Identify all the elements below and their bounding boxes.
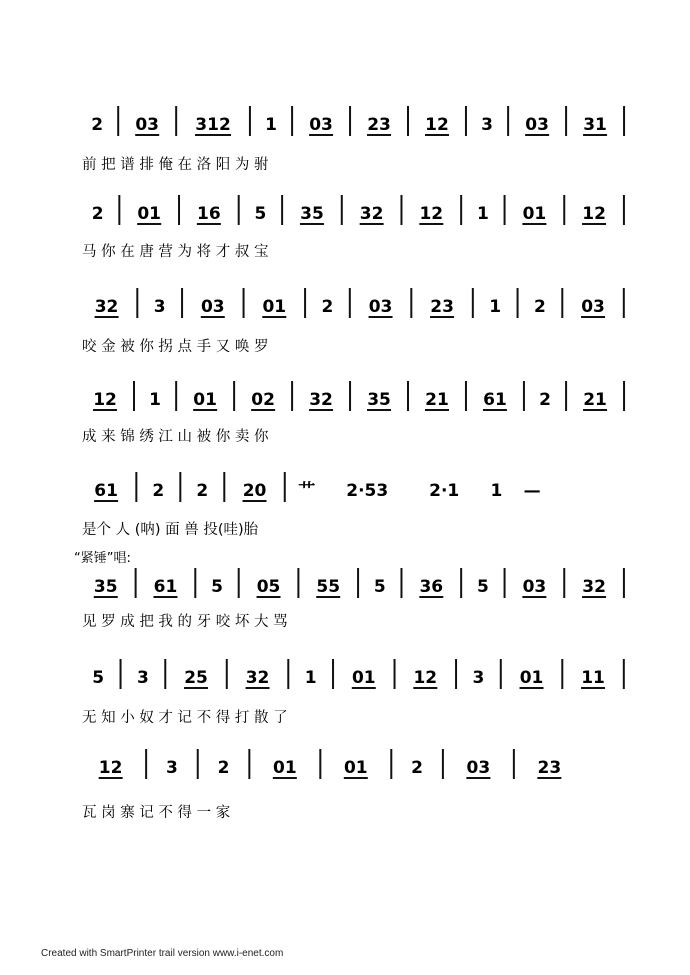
note-group: 03 [309, 115, 333, 135]
note-group: 312 [195, 115, 231, 135]
note-group: 12 [98, 758, 123, 778]
note-group: 23 [367, 115, 391, 135]
staff-line-7 [82, 659, 624, 726]
note-group: 61 [94, 481, 118, 501]
note-group: 16 [197, 204, 221, 224]
note-group: 5 [476, 577, 489, 597]
staff-line-6 [82, 568, 624, 630]
note-group: 2 [152, 481, 165, 501]
note-group: 2 [321, 297, 334, 317]
note-group: 03 [368, 297, 393, 317]
note-group: 艹 [298, 481, 316, 501]
note-group: 01 [351, 668, 376, 688]
note-group: 1 [265, 115, 277, 135]
note-group: 32 [309, 390, 333, 410]
note-group: 03 [200, 297, 225, 317]
note-group: 21 [425, 390, 449, 410]
note-group: 01 [273, 758, 297, 778]
note-group: 23 [537, 758, 562, 778]
note-group: 05 [256, 577, 281, 597]
note-group: 5 [92, 668, 105, 688]
note-group: 55 [316, 577, 341, 597]
lyric-line: 成 来 锦 绣 江 山 被 你 卖 你 [82, 429, 269, 445]
note-group: 3 [136, 668, 149, 688]
note-group: 23 [430, 297, 454, 317]
note-group: 36 [419, 577, 444, 597]
note-group: 61 [153, 577, 178, 597]
note-group: 2 [411, 758, 424, 778]
lyric-line: 咬 金 被 你 拐 点 手 又 唤 罗 [82, 339, 269, 355]
note-group: 1 [490, 481, 503, 501]
note-group: 12 [93, 390, 117, 410]
note-group: 2 [91, 204, 104, 224]
note-group: 01 [137, 204, 162, 224]
note-group: 12 [413, 668, 438, 688]
note-group: 5 [211, 577, 223, 597]
note-group: 2·53 [346, 481, 389, 501]
staff-line-8 [82, 749, 561, 821]
note-group: 32 [245, 668, 270, 688]
note-group: 1 [304, 668, 317, 688]
note-group: 1 [476, 204, 489, 224]
note-group: 2·1 [429, 481, 460, 501]
note-group: 3 [153, 297, 166, 317]
note-group: 61 [483, 390, 507, 410]
section-marker: “紧锤”唱: [74, 551, 131, 566]
note-group: 3 [166, 758, 178, 778]
staff-line-4 [82, 381, 624, 445]
note-group: 1 [149, 390, 162, 410]
staff-line-1 [82, 106, 624, 173]
staff-line-2 [82, 195, 624, 260]
note-group: 32 [94, 297, 119, 317]
lyric-line: 马 你 在 唐 营 为 将 才 叔 宝 [82, 244, 269, 260]
lyric-line: 前 把 谱 排 俺 在 洛 阳 为 驸 [82, 157, 269, 173]
note-group: 3 [472, 668, 485, 688]
note-group: 01 [522, 204, 547, 224]
note-group: — [523, 481, 541, 501]
note-group: 03 [466, 758, 491, 778]
note-group: 03 [522, 577, 547, 597]
note-group: 01 [519, 668, 544, 688]
note-group: 01 [193, 390, 217, 410]
note-group: 21 [583, 390, 607, 410]
note-group: 03 [525, 115, 549, 135]
lyric-line: 见 罗 成 把 我 的 牙 咬 坏 大 骂 [82, 614, 288, 630]
note-group: 35 [367, 390, 391, 410]
note-group: 25 [184, 668, 208, 688]
staff-line-5 [82, 472, 541, 538]
lyric-line: 是个 人 (呐) 面 兽 投(哇)胎 [82, 522, 259, 538]
staff-line-3 [82, 288, 624, 355]
note-group: 11 [581, 668, 605, 688]
note-group: 12 [582, 204, 606, 224]
note-group: 32 [582, 577, 606, 597]
note-group: 31 [583, 115, 607, 135]
note-group: 03 [581, 297, 605, 317]
note-group: 12 [425, 115, 449, 135]
lyric-line: 瓦 岗 寨 记 不 得 一 家 [82, 805, 231, 821]
note-group: 35 [93, 577, 118, 597]
note-group: 35 [300, 204, 324, 224]
note-group: 5 [254, 204, 267, 224]
note-group: 01 [262, 297, 287, 317]
note-group: 2 [196, 481, 209, 501]
note-group: 2 [539, 390, 551, 410]
note-group: 2 [534, 297, 546, 317]
lyric-line: 无 知 小 奴 才 记 不 得 打 散 了 [82, 710, 288, 726]
note-group: 3 [481, 115, 493, 135]
note-group: 2 [217, 758, 230, 778]
note-group: 32 [359, 204, 384, 224]
note-group: 01 [343, 758, 368, 778]
note-group: 20 [242, 481, 267, 501]
note-group: 12 [419, 204, 444, 224]
note-group: 03 [135, 115, 160, 135]
note-group: 1 [489, 297, 502, 317]
note-group: 5 [373, 577, 386, 597]
watermark-footer: Created with SmartPrinter trail version www.i-enet.com [41, 948, 284, 959]
note-group: 02 [251, 390, 275, 410]
note-group: 2 [91, 115, 104, 135]
